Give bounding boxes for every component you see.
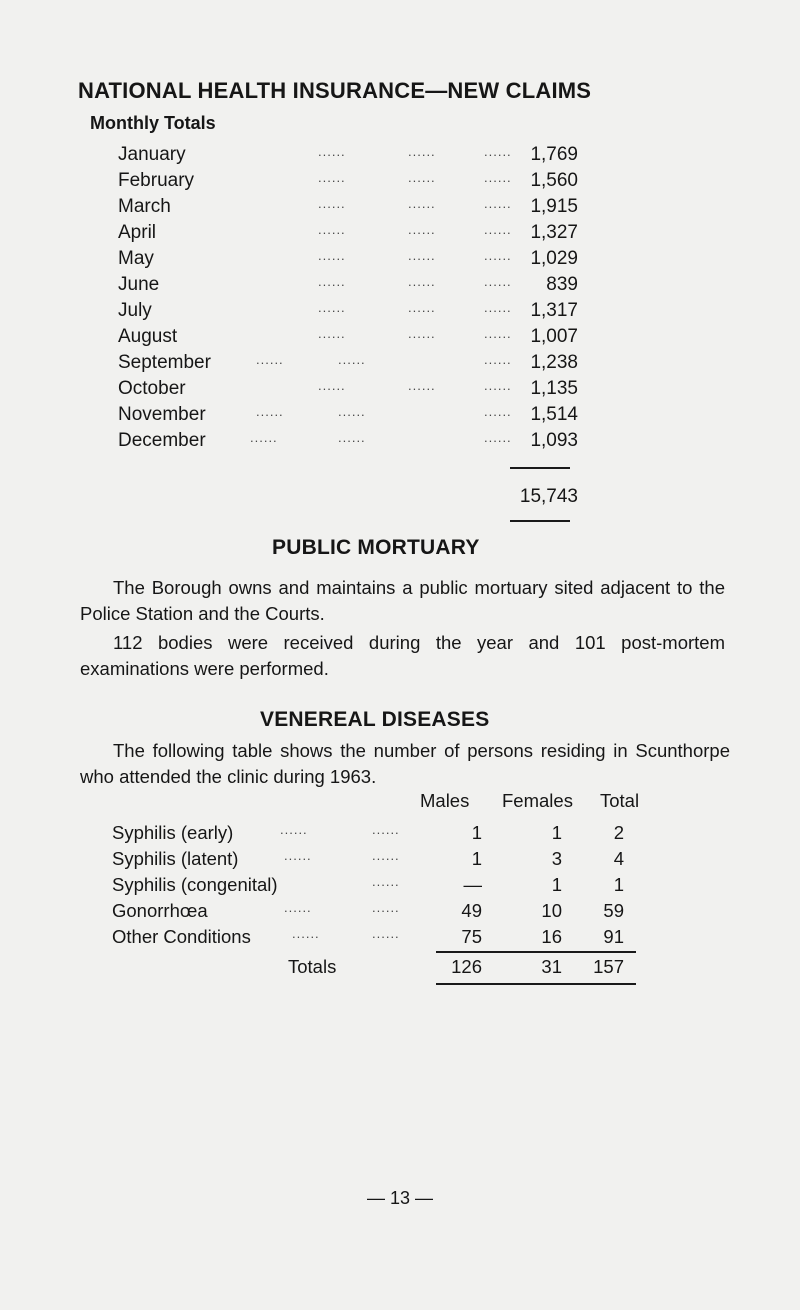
males-value: — [463, 874, 482, 895]
leader-dots: ...... [372, 874, 400, 889]
leader-dots: ...... [484, 196, 512, 211]
list-item [118, 196, 578, 222]
leader-dots: ...... [408, 144, 436, 159]
males-value: 1 [471, 848, 482, 869]
leader-dots: ...... [372, 848, 400, 863]
page-number: — 13 — [366, 1188, 434, 1208]
month-name: January [118, 144, 186, 165]
leader-dots: ...... [408, 196, 436, 211]
leader-dots: ...... [372, 900, 400, 915]
total-value: 91 [603, 926, 624, 947]
females-value: 1 [551, 874, 562, 895]
month-value: 1,915 [530, 196, 578, 217]
leader-dots: ...... [484, 170, 512, 185]
month-value: 1,093 [530, 430, 578, 451]
month-name: April [118, 222, 157, 243]
leader-dots: ...... [318, 170, 346, 185]
leader-dots: ...... [484, 300, 512, 315]
table-row [112, 900, 632, 926]
month-name: December [118, 430, 206, 451]
leader-dots: ...... [318, 144, 346, 159]
leader-dots: ...... [372, 822, 400, 837]
list-item [118, 352, 578, 378]
month-value: 1,514 [530, 404, 578, 425]
condition-label: Syphilis (early) [112, 822, 234, 843]
leader-dots: ...... [484, 326, 512, 341]
month-name: August [118, 326, 178, 347]
month-value: 1,238 [530, 352, 578, 373]
leader-dots: ...... [256, 352, 284, 367]
leader-dots: ...... [408, 274, 436, 289]
month-value: 1,029 [530, 248, 578, 269]
males-total: 126 [451, 956, 482, 977]
table-row [112, 874, 632, 900]
leader-dots: ...... [408, 300, 436, 315]
females-value: 1 [551, 822, 562, 843]
month-name: July [118, 300, 152, 321]
monthly-totals-subtitle: Monthly Totals [90, 113, 216, 133]
females-total: 31 [541, 956, 562, 977]
leader-dots: ...... [280, 822, 308, 837]
mortuary-paragraph-2: 112 bodies were received during the year and 101 post-mortem examinations were performed. [80, 632, 725, 679]
leader-dots: ...... [338, 430, 366, 445]
totals-label: Totals [288, 956, 337, 977]
condition-label: Syphilis (congenital) [112, 874, 278, 895]
month-name: June [118, 274, 160, 295]
leader-dots: ...... [284, 900, 312, 915]
leader-dots: ...... [318, 300, 346, 315]
leader-dots: ...... [256, 404, 284, 419]
females-value: 3 [551, 848, 562, 869]
leader-dots: ...... [484, 430, 512, 445]
list-item [118, 222, 578, 248]
total-value: 59 [603, 900, 624, 921]
month-value: 1,317 [530, 300, 578, 321]
list-item [118, 274, 578, 300]
leader-dots: ...... [338, 352, 366, 367]
nhi-title: NATIONAL HEALTH INSURANCE—NEW CLAIMS [78, 78, 592, 103]
total-value: 2 [613, 822, 624, 843]
month-value: 1,560 [530, 170, 578, 191]
females-value: 10 [541, 900, 562, 921]
mortuary-heading: PUBLIC MORTUARY [272, 536, 480, 559]
table-row [112, 848, 632, 874]
leader-dots: ...... [484, 222, 512, 237]
leader-dots: ...... [318, 248, 346, 263]
leader-dots: ...... [484, 404, 512, 419]
males-value: 1 [471, 822, 482, 843]
leader-dots: ...... [250, 430, 278, 445]
list-item [118, 170, 578, 196]
leader-dots: ...... [318, 326, 346, 341]
list-item [118, 378, 578, 404]
total-bottom-rule [510, 520, 570, 522]
leader-dots: ...... [318, 222, 346, 237]
total-value: 1 [613, 874, 624, 895]
condition-label: Syphilis (latent) [112, 848, 239, 869]
month-name: May [118, 248, 154, 269]
leader-dots: ...... [372, 926, 400, 941]
total-value: 4 [613, 848, 624, 869]
leader-dots: ...... [408, 170, 436, 185]
vd-heading: VENEREAL DISEASES [260, 708, 490, 731]
list-item [118, 144, 578, 170]
females-value: 16 [541, 926, 562, 947]
month-value: 1,007 [530, 326, 578, 347]
grand-total: 157 [593, 956, 624, 977]
vd-intro: The following table shows the number of persons residing in Scunthorpe who attended the clinic during 1963. [80, 740, 730, 787]
males-value: 49 [461, 900, 482, 921]
leader-dots: ...... [484, 144, 512, 159]
month-value: 839 [546, 274, 578, 295]
month-value: 1,135 [530, 378, 578, 399]
total-top-rule [510, 467, 570, 469]
leader-dots: ...... [408, 378, 436, 393]
month-name: February [118, 170, 195, 191]
table-row [112, 926, 632, 952]
month-value: 1,769 [530, 144, 578, 165]
month-name: September [118, 352, 211, 373]
totals-row [112, 956, 632, 982]
leader-dots: ...... [408, 248, 436, 263]
annual-total-value: 15,743 [519, 486, 578, 507]
leader-dots: ...... [484, 352, 512, 367]
month-name: March [118, 196, 171, 217]
month-name: November [118, 404, 206, 425]
month-name: October [118, 378, 186, 399]
condition-label: Gonorrhœa [112, 900, 208, 921]
month-value: 1,327 [530, 222, 578, 243]
mortuary-paragraph-1: The Borough owns and maintains a public mortuary sited adjacent to the Police Station and the Courts. [80, 577, 725, 624]
leader-dots: ...... [318, 378, 346, 393]
leader-dots: ...... [484, 274, 512, 289]
list-item [118, 404, 578, 430]
totals-bottom-rule [436, 983, 636, 985]
column-header-males: Males [420, 790, 470, 811]
list-item [118, 430, 578, 456]
column-header-females: Females [502, 790, 573, 811]
leader-dots: ...... [484, 248, 512, 263]
leader-dots: ...... [318, 196, 346, 211]
list-item [118, 248, 578, 274]
leader-dots: ...... [284, 848, 312, 863]
males-value: 75 [461, 926, 482, 947]
leader-dots: ...... [408, 326, 436, 341]
totals-top-rule [436, 951, 636, 953]
table-row [112, 822, 632, 848]
leader-dots: ...... [318, 274, 346, 289]
leader-dots: ...... [338, 404, 366, 419]
list-item [118, 300, 578, 326]
leader-dots: ...... [408, 222, 436, 237]
leader-dots: ...... [484, 378, 512, 393]
column-header-total: Total [600, 790, 640, 811]
list-item [118, 326, 578, 352]
leader-dots: ...... [292, 926, 320, 941]
condition-label: Other Conditions [112, 926, 251, 947]
